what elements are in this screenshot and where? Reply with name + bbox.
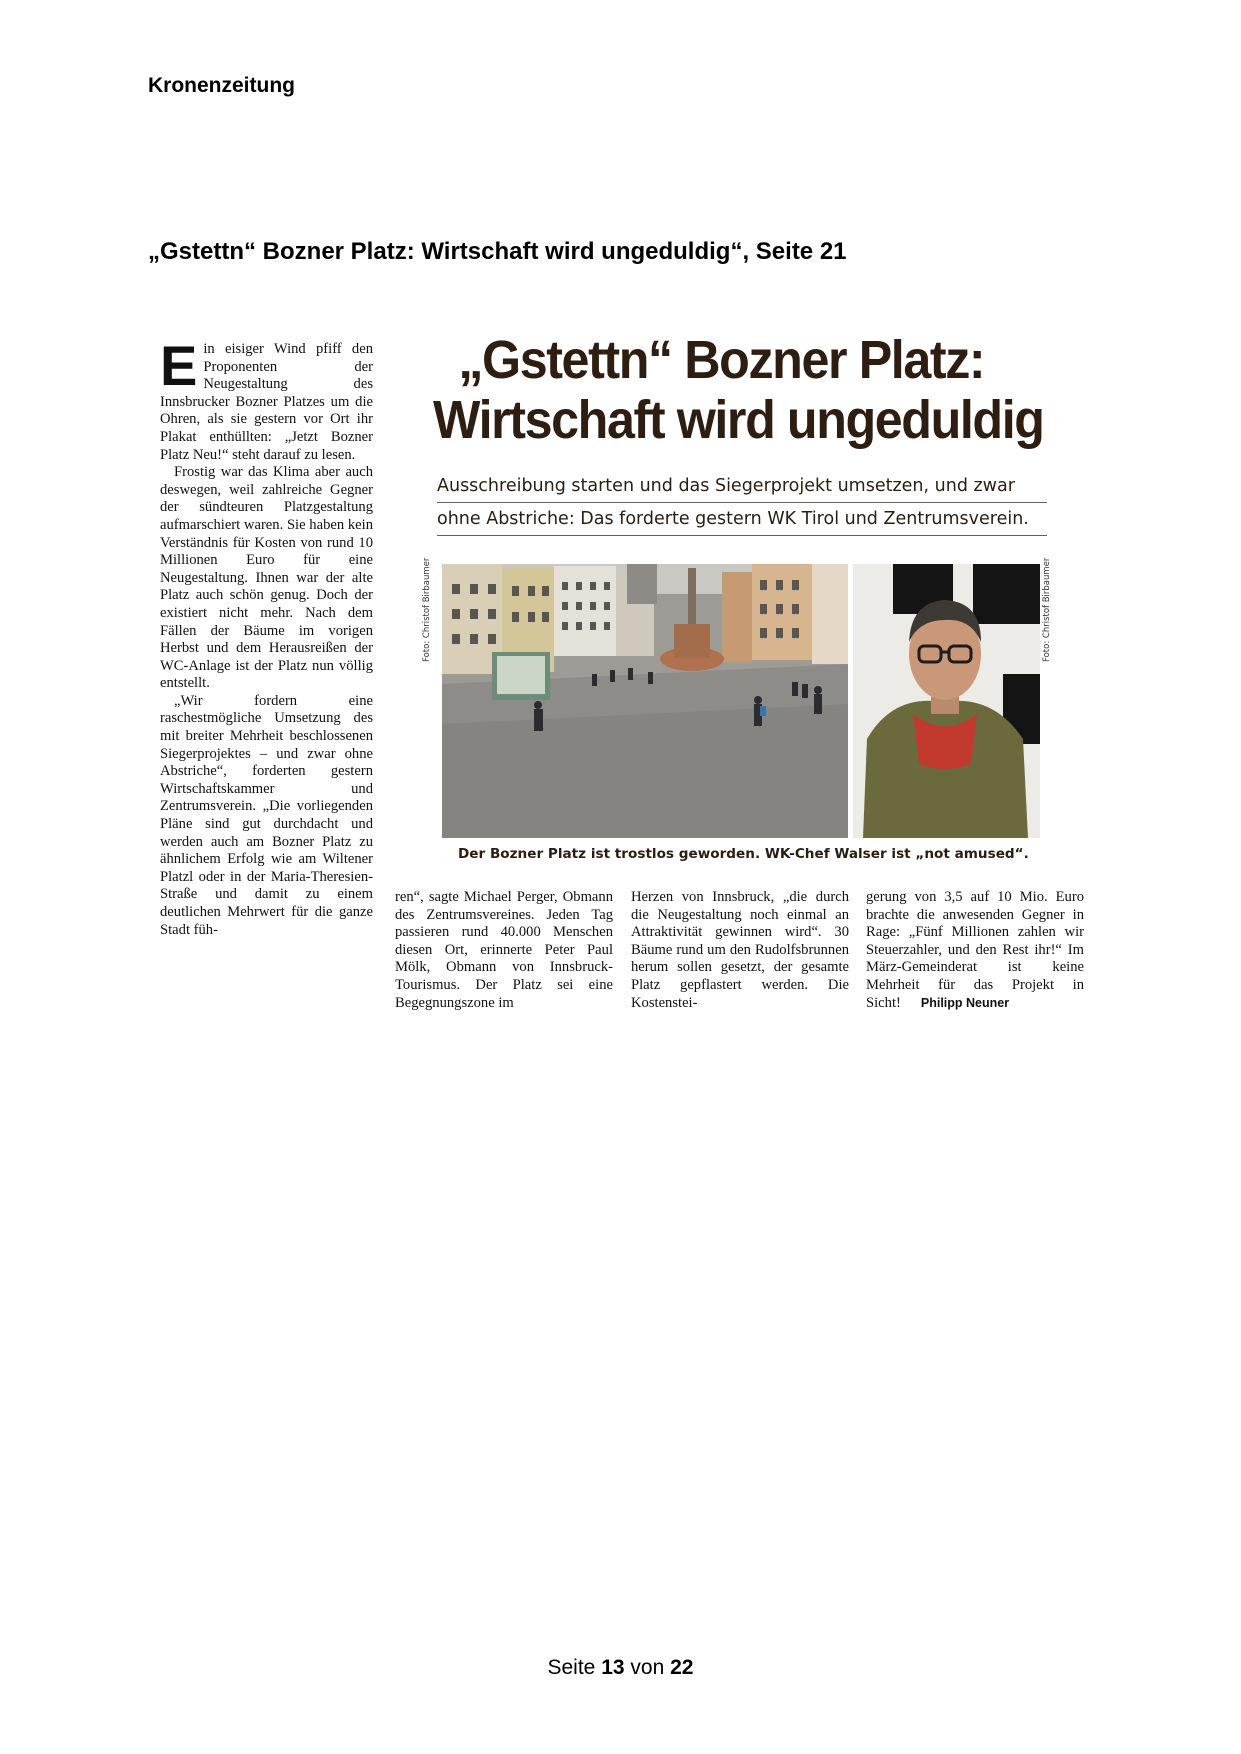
headline-line-1: „Gstettn“ Bozner Platz: <box>458 330 985 390</box>
photo-credit-right: Foto: Christof Birbaumer <box>1042 557 1052 662</box>
footer-middle: von <box>630 1656 665 1679</box>
article-headline <box>433 330 1044 450</box>
column-3-text: Herzen von Innsbruck, „die durch die Neugestaltung noch einmal an Attraktivität gewinnen wird“. 30 Bäume rund um den Rudolfsbrunnen herum sollen gesetzt, der gesamte Platz gepflastert werden. Die Kostenstei- <box>631 889 849 1011</box>
paragraph-2: Frostig war das Klima aber auch deswegen, weil zahlreiche Gegner der sündteuren Platzgestaltung aufmarschiert waren. Sie haben kein Verständnis für Kosten von rund 10 Millionen Euro für eine Neugestaltung. Ihnen war der alte Platz auch schön genug. Doch der existiert nicht mehr. Nach dem Fällen der Bäume im vorigen Herbst und dem Herausreißen der WC-Anlage ist der Platz nun völlig entstellt. <box>160 464 373 692</box>
subhead-line-1: Ausschreibung starten und das Siegerprojekt umsetzen, und zwar <box>437 470 1047 503</box>
footer-prefix: Seite <box>547 1656 596 1679</box>
article-column-left <box>160 334 373 939</box>
drop-cap: E <box>160 334 198 397</box>
column-2-text: ren“, sagte Michael Perger, Obmann des Zentrumsvereines. Jeden Tag passieren rund 40.000 Menschen diesen Ort, erinnerte Peter Paul Mölk, Obmann von Innsbruck-Tourismus. Der Platz sei eine Begegnungszone im <box>395 889 613 1011</box>
article-column-3 <box>631 889 849 1012</box>
paragraph-3: „Wir fordern eine raschestmögliche Umsetzung des mit breiter Mehrheit beschlossenen Siegerprojektes – und zwar ohne Abstriche“, forderten gestern Wirtschaftskammer und Zentrumsverein. „Die vorliegenden Pläne sind gut durchdacht und werden auch am Bozner Platz zu ähnlichem Erfolg wie am Wiltener Platzl oder in der Maria-Theresien-Straße und damit zu einem deutlichen Mehrwert für die ganze Stadt füh- <box>160 692 373 938</box>
document-title: „Gstettn“ Bozner Platz: Wirtschaft wird ungeduldig“, Seite 21 <box>148 238 847 265</box>
page-footer <box>0 1656 1241 1680</box>
subhead-line-2: ohne Abstriche: Das forderte gestern WK Tirol und Zentrumsverein. <box>437 503 1047 536</box>
newspaper-clipping <box>150 330 1090 1042</box>
article-subheadline <box>437 470 1047 536</box>
article-column-4 <box>866 889 1084 1012</box>
byline: Philipp Neuner <box>920 995 1010 1010</box>
bozner-platz-photo <box>442 564 848 838</box>
photo-credit-left: Foto: Christof Birbaumer <box>422 557 432 662</box>
headline-line-2: Wirtschaft wird ungeduldig <box>433 390 1044 450</box>
source-name: Kronenzeitung <box>148 74 295 97</box>
article-column-2 <box>395 889 613 1012</box>
current-page: 13 <box>601 1656 625 1679</box>
column-4-text: gerung von 3,5 auf 10 Mio. Euro brachte die anwesenden Gegner in Rage: „Fünf Millionen zahlen wir Steuerzahler, und den Rest ihr!“ Im März-Gemeinderat ist keine Mehrheit für das Projekt in Sicht! <box>866 889 1084 1011</box>
wk-chef-walser-portrait <box>853 564 1040 838</box>
paragraph-1: in eisiger Wind pfiff den Proponenten der Neugestaltung des Innsbrucker Bozner Platzes um die Ohren, als sie gestern vor Ort ihr Plakat enthüllten: „Jetzt Bozner Platz Neu!“ steht darauf zu lesen. <box>160 341 373 463</box>
photo-caption: Der Bozner Platz ist trostlos geworden. WK-Chef Walser ist „not amused“. <box>458 846 1029 862</box>
total-pages: 22 <box>670 1656 694 1679</box>
